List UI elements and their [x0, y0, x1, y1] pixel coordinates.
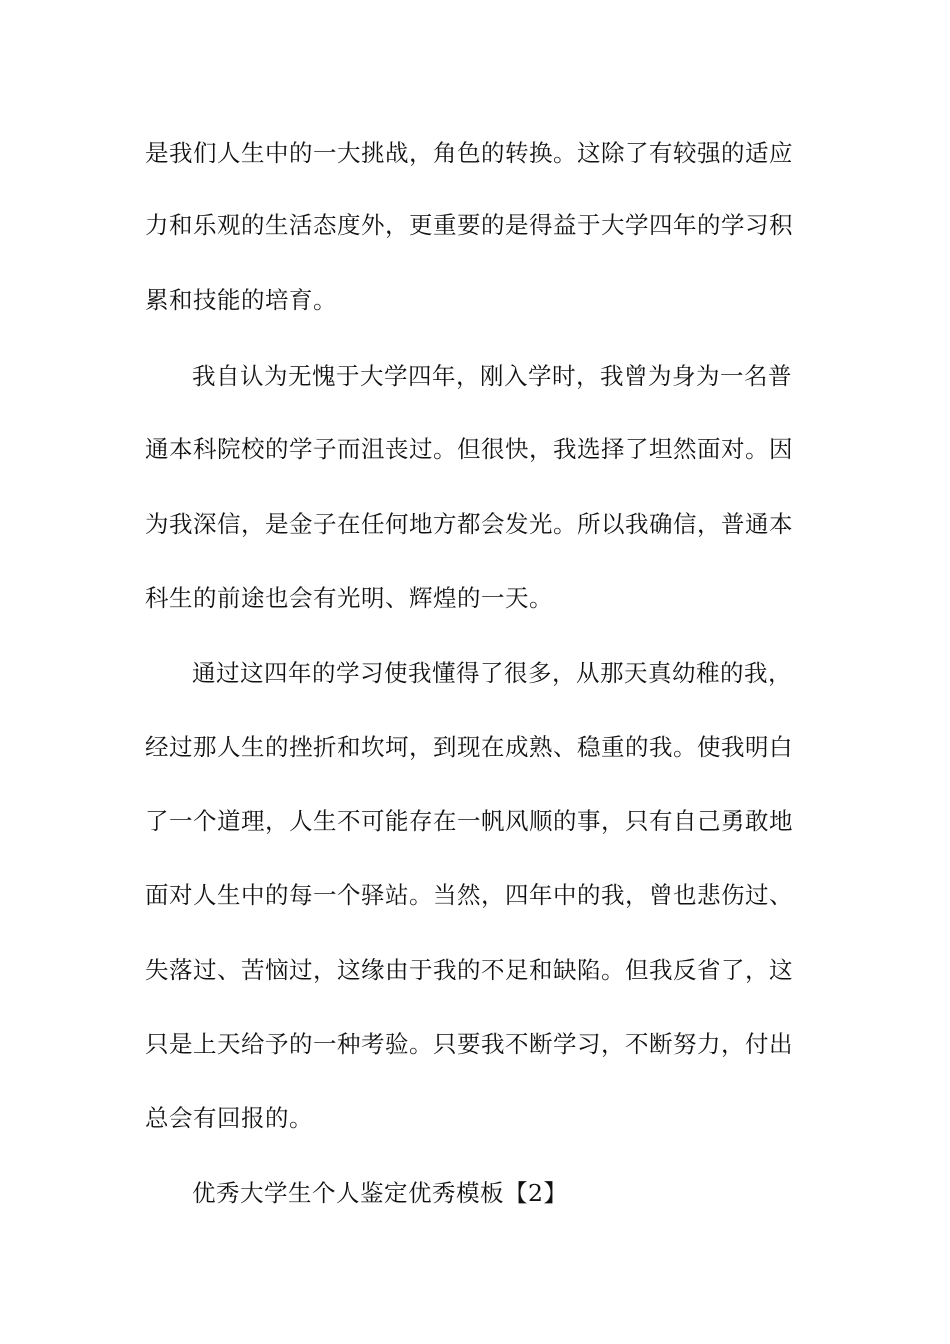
paragraph-line-12: 失落过、苦恼过，这缘由于我的不足和缺陷。但我反省了，这	[145, 956, 793, 984]
paragraph-line-4: 我自认为无愧于大学四年，刚入学时，我曾为身为一名普	[192, 362, 792, 390]
paragraph-line-2: 力和乐观的生活态度外，更重要的是得益于大学四年的学习积	[145, 211, 793, 239]
paragraph-line-3: 累和技能的培育。	[145, 286, 337, 314]
paragraph-line-5: 通本科院校的学子而沮丧过。但很快，我选择了坦然面对。因	[145, 435, 793, 463]
paragraph-line-14: 总会有回报的。	[145, 1104, 313, 1132]
paragraph-line-9: 经过那人生的挫折和坎坷，到现在成熟、稳重的我。使我明白	[145, 733, 793, 761]
paragraph-line-1: 是我们人生中的一大挑战，角色的转换。这除了有较强的适应	[145, 139, 793, 167]
paragraph-line-7: 科生的前途也会有光明、辉煌的一天。	[145, 584, 553, 612]
paragraph-line-11: 面对人生中的每一个驿站。当然，四年中的我，曾也悲伤过、	[145, 881, 793, 909]
paragraph-line-10: 了一个道理，人生不可能存在一帆风顺的事，只有自己勇敢地	[145, 807, 793, 835]
paragraph-line-6: 为我深信，是金子在任何地方都会发光。所以我确信，普通本	[145, 510, 793, 538]
paragraph-line-8: 通过这四年的学习使我懂得了很多，从那天真幼稚的我，	[192, 659, 792, 687]
section-heading: 优秀大学生个人鉴定优秀模板【2】	[192, 1179, 568, 1207]
paragraph-line-13: 只是上天给予的一种考验。只要我不断学习，不断努力，付出	[145, 1030, 793, 1058]
